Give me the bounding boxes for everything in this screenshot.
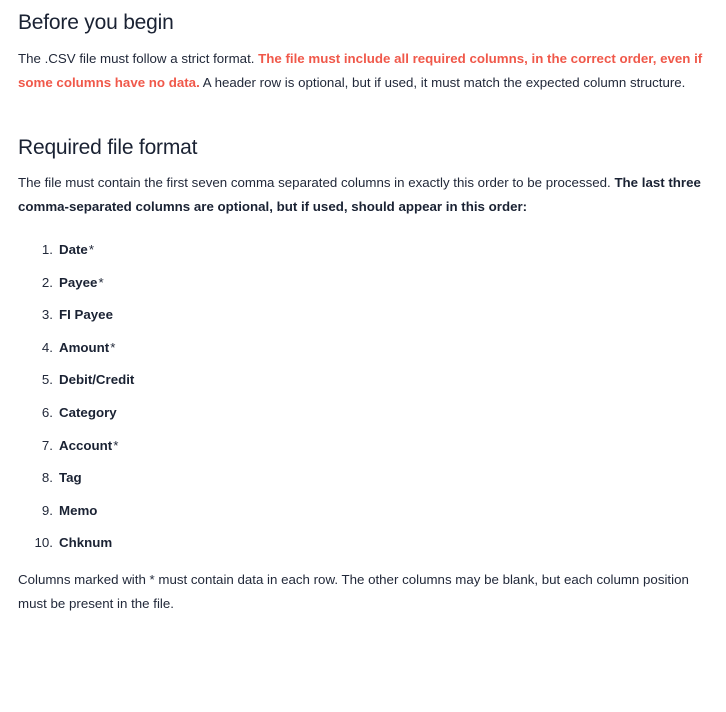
required-marker: * [88, 242, 95, 257]
column-list-item [18, 466, 708, 499]
column-name: FI Payee [59, 307, 113, 323]
required-columns-footnote: Columns marked with * must contain data in each row. The other columns may be blank, but each column position must be present in the file. [18, 571, 689, 611]
column-number: 5. [41, 372, 53, 388]
column-number: 2. [41, 274, 53, 290]
column-list [18, 238, 708, 564]
required-marker: * [113, 437, 119, 453]
required-marker: * [110, 339, 116, 355]
section-spacer [18, 95, 708, 136]
column-number: 7. [41, 437, 53, 453]
column-number: 1. [41, 242, 53, 257]
column-number: 9. [41, 502, 53, 518]
required-columns-warning: The file must include all required columns, in the correct order, even if some columns have no data. [18, 51, 703, 90]
before-you-begin-text [18, 47, 708, 95]
intro-text-end: A header row is optional, but if used, it must match the expected column structure. [199, 75, 686, 90]
required-marker: * [98, 274, 104, 290]
column-name: Amount [59, 339, 110, 355]
column-name: Category [59, 404, 117, 420]
column-list-item [18, 499, 708, 532]
column-list-item [18, 336, 708, 369]
column-list-item [18, 531, 708, 564]
column-number: 6. [41, 404, 53, 420]
column-number: 4. [41, 339, 53, 355]
column-number: 3. [41, 307, 53, 323]
column-list-item [18, 368, 708, 401]
column-list-item [18, 401, 708, 434]
column-name: Chknum [59, 535, 113, 551]
format-text-start: The file must contain the first seven comma separated columns in exactly this order to be processed. [18, 175, 615, 190]
required-file-format-heading: Required file format [18, 136, 198, 159]
column-list-item [18, 434, 708, 467]
column-list-item [18, 271, 708, 304]
format-intro-text [18, 171, 708, 219]
column-number: 10. [34, 535, 53, 551]
column-name: Account [59, 437, 113, 453]
column-name: Date [59, 242, 88, 257]
column-list-item [18, 303, 708, 336]
before-you-begin-heading: Before you begin [18, 11, 174, 34]
column-number: 8. [41, 470, 53, 486]
column-name: Tag [59, 470, 82, 486]
column-list-item [18, 238, 708, 271]
column-name: Memo [59, 502, 98, 518]
intro-text-start: The .CSV file must follow a strict format. [18, 51, 259, 66]
column-name: Debit/Credit [59, 372, 135, 388]
column-name: Payee [59, 274, 98, 290]
optional-columns-note: The last three comma-separated columns are optional, but if used, should appear in this order: [18, 175, 701, 214]
